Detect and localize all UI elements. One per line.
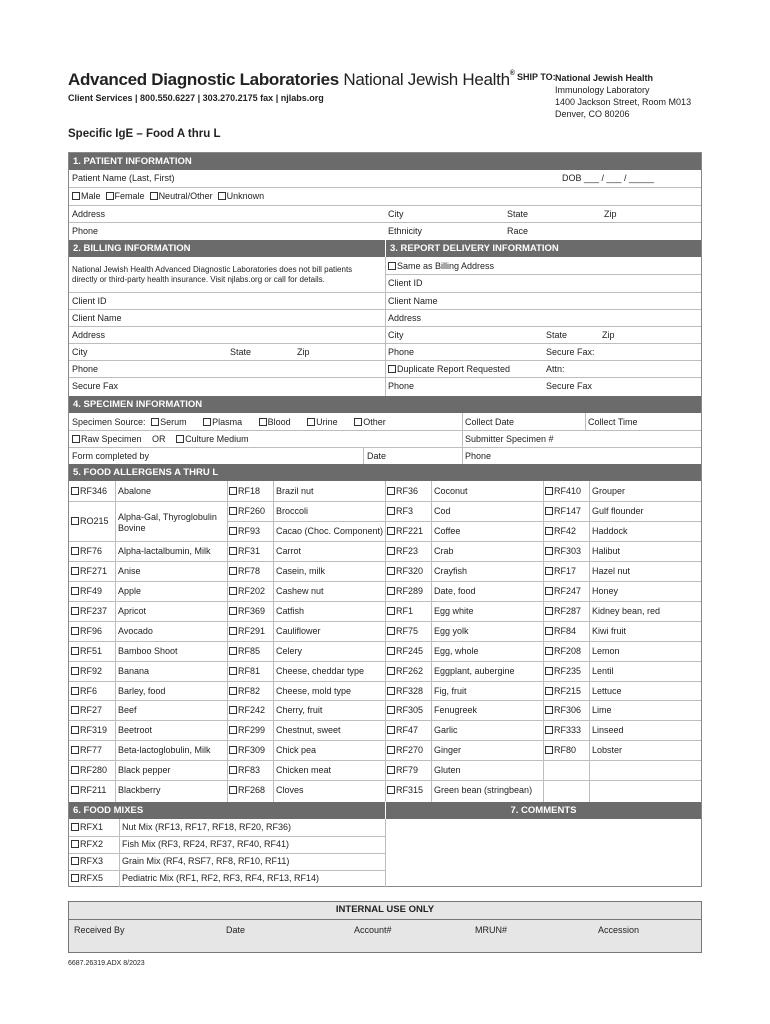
allergen-name: Cloves	[276, 785, 304, 796]
allergen-checkbox-rf320[interactable]: RF320	[387, 566, 423, 577]
male-checkbox[interactable]	[72, 192, 80, 200]
allergen-name: Crayfish	[434, 565, 468, 576]
allergen-checkbox-rf235[interactable]: RF235	[545, 666, 581, 677]
mix-name: Pediatric Mix (RF1, RF2, RF3, RF4, RF13, RF14)	[122, 873, 320, 883]
collect-time-field[interactable]: Collect Time	[588, 417, 638, 427]
checkbox[interactable]	[387, 527, 395, 535]
allergen-name: Kidney bean, red	[592, 605, 661, 616]
checkbox[interactable]	[229, 746, 237, 754]
checkbox[interactable]	[387, 786, 395, 794]
checkbox[interactable]	[545, 547, 553, 555]
allergen-name: Grouper	[592, 486, 626, 496]
checkbox[interactable]	[387, 647, 395, 655]
accession-field[interactable]: Accession	[598, 925, 640, 935]
allergen-name: Ginger	[434, 745, 462, 756]
requisition-form	[68, 152, 702, 887]
female-checkbox[interactable]	[106, 192, 114, 200]
allergen-name: Blackberry	[118, 785, 161, 796]
checkbox[interactable]	[229, 647, 237, 655]
allergen-checkbox-rf305[interactable]: RF305	[387, 705, 423, 716]
allergen-checkbox-rf31[interactable]: RF31	[229, 546, 260, 557]
billing-state-field[interactable]: State	[230, 347, 252, 357]
checkbox[interactable]	[387, 627, 395, 635]
account-field[interactable]: Account#	[354, 925, 392, 935]
checkbox[interactable]	[71, 823, 79, 831]
checkbox[interactable]	[229, 706, 237, 714]
allergen-name: Celery	[276, 645, 303, 656]
allergen-checkbox-ro215[interactable]: RO215	[71, 516, 109, 527]
dob-field[interactable]: DOB ___ / ___ / _____	[562, 173, 655, 183]
allergen-name: Catfish	[276, 605, 305, 616]
allergen-checkbox-rf17[interactable]: RF17	[545, 566, 576, 577]
allergen-name: Coconut	[434, 486, 468, 496]
urine-label: Urine	[316, 417, 338, 427]
or-label: OR	[152, 434, 166, 444]
delivery-state-field[interactable]: State	[546, 330, 568, 340]
allergen-checkbox-rf93[interactable]: RF93	[229, 526, 260, 537]
allergen-checkbox-rf280[interactable]: RF280	[71, 765, 107, 776]
patient-section-header: 1. PATIENT INFORMATION	[69, 153, 701, 170]
allergen-checkbox-rf309[interactable]: RF309	[229, 745, 265, 756]
allergen-checkbox-rf319[interactable]: RF319	[71, 725, 107, 736]
patient-zip-field[interactable]: Zip	[604, 209, 617, 219]
form-code: 6687.26319.ADX 8/2023	[68, 960, 145, 967]
brand-regular: National Jewish Health	[343, 70, 510, 89]
specimen-source-label: Specimen Source:	[72, 417, 146, 427]
allergen-checkbox-rf81[interactable]: RF81	[229, 666, 260, 677]
mix-checkbox-rfx2[interactable]: RFX2	[71, 839, 103, 850]
allergen-checkbox-rf306[interactable]: RF306	[545, 705, 581, 716]
internal-date-field[interactable]: Date	[226, 925, 246, 935]
allergen-checkbox-rf23[interactable]: RF23	[387, 546, 418, 557]
checkbox[interactable]	[387, 487, 395, 495]
allergen-checkbox-rf221[interactable]: RF221	[387, 526, 423, 537]
allergen-checkbox-rf85[interactable]: RF85	[229, 646, 260, 657]
allergen-name: Apricot	[118, 605, 147, 616]
allergen-name: Haddock	[592, 525, 628, 536]
checkbox[interactable]	[71, 607, 79, 615]
unknown-checkbox[interactable]	[218, 192, 226, 200]
checkbox[interactable]	[387, 547, 395, 555]
duplicate-report-checkbox[interactable]	[388, 365, 396, 373]
checkbox[interactable]	[71, 726, 79, 734]
allergen-name: Apple	[118, 585, 142, 596]
raw-specimen-label: Raw Specimen	[81, 434, 142, 444]
mixes-section-header: 6. FOOD MIXES	[69, 802, 385, 819]
culture-medium-checkbox[interactable]	[176, 435, 184, 443]
checkbox[interactable]	[71, 487, 79, 495]
billing-note: National Jewish Health Advanced Diagnostic Laboratories does not bill patients directly or third-party health insurance. Visit njlabs.org or call for details.	[72, 265, 353, 284]
allergen-checkbox-rf245[interactable]: RF245	[387, 646, 423, 657]
allergen-name: Crab	[434, 545, 454, 556]
allergen-name: Casein, milk	[276, 565, 326, 576]
allergen-name: Alpha-Gal, Thyroglobulin Bovine	[118, 511, 217, 533]
collect-date-field[interactable]: Collect Date	[465, 417, 515, 427]
allergen-name: Barley, food	[118, 685, 166, 696]
allergen-name: Egg yolk	[434, 625, 469, 636]
allergen-checkbox-rf3[interactable]: RF3	[387, 506, 413, 517]
allergens-section-header: 5. FOOD ALLERGENS A THRU L	[69, 464, 701, 481]
checkbox[interactable]	[229, 527, 237, 535]
allergen-name: Chicken meat	[276, 765, 332, 776]
other-checkbox[interactable]	[354, 418, 362, 426]
allergen-checkbox-rf27[interactable]: RF27	[71, 705, 102, 716]
allergen-name: Alpha-lactalbumin, Milk	[118, 545, 211, 556]
blood-label: Blood	[267, 417, 291, 427]
mix-checkbox-rfx1[interactable]: RFX1	[71, 822, 103, 833]
billing-city-field[interactable]: City	[72, 347, 88, 357]
allergen-checkbox-rf49[interactable]: RF49	[71, 586, 102, 597]
specimen-phone-field[interactable]: Phone	[465, 451, 492, 461]
billing-zip-field[interactable]: Zip	[297, 347, 310, 357]
checkbox[interactable]	[229, 667, 237, 675]
checkbox[interactable]	[71, 627, 79, 635]
contact-line: Client Services | 800.550.6227 | 303.270.2175 fax | njlabs.org	[68, 93, 324, 103]
delivery-zip-field[interactable]: Zip	[602, 330, 615, 340]
allergen-name: Cacao (Choc. Component)	[276, 525, 384, 536]
allergen-checkbox-rf237[interactable]: RF237	[71, 606, 107, 617]
delivery-city-field[interactable]: City	[388, 330, 404, 340]
delivery-secure-fax2-field[interactable]: Secure Fax	[546, 381, 593, 391]
allergen-checkbox-rf369[interactable]: RF369	[229, 606, 265, 617]
brand-bold: Advanced Diagnostic Laboratories	[68, 70, 339, 89]
delivery-address-field[interactable]: Address	[388, 313, 422, 323]
allergen-checkbox-rf291[interactable]: RF291	[229, 626, 265, 637]
allergen-checkbox-rf242[interactable]: RF242	[229, 705, 265, 716]
billing-client-id-field[interactable]: Client ID	[72, 296, 107, 306]
brand-title	[68, 70, 515, 90]
ship-to-address	[555, 72, 691, 120]
allergen-checkbox-rf47[interactable]: RF47	[387, 725, 418, 736]
plasma-checkbox[interactable]	[203, 418, 211, 426]
checkbox[interactable]	[229, 587, 237, 595]
received-by-field[interactable]: Received By	[74, 925, 125, 935]
billing-client-name-field[interactable]: Client Name	[72, 313, 122, 323]
allergen-checkbox-rf1[interactable]: RF1	[387, 606, 413, 617]
allergen-name: Lettuce	[592, 685, 622, 696]
delivery-phone-field[interactable]: Phone	[388, 347, 415, 357]
patient-state-field[interactable]: State	[507, 209, 529, 219]
ship-to-label: SHIP TO:	[517, 72, 556, 82]
raw-specimen-checkbox[interactable]	[72, 435, 80, 443]
allergen-checkbox-rf270[interactable]: RF270	[387, 745, 423, 756]
checkbox[interactable]	[229, 547, 237, 555]
allergen-name: Chestnut, sweet	[276, 725, 341, 736]
mix-name: Fish Mix (RF3, RF24, RF37, RF40, RF41)	[122, 839, 290, 849]
allergen-name: Gluten	[434, 765, 461, 776]
checkbox[interactable]	[229, 567, 237, 575]
comments-section-header: 7. COMMENTS	[386, 802, 701, 819]
checkbox[interactable]	[229, 487, 237, 495]
delivery-client-id-field[interactable]: Client ID	[388, 278, 423, 288]
checkbox[interactable]	[387, 607, 395, 615]
attn-field[interactable]: Attn:	[546, 364, 565, 374]
billing-secure-fax-field[interactable]: Secure Fax	[72, 381, 119, 391]
raw-specimen-row	[72, 434, 249, 445]
allergen-name: Avocado	[118, 625, 153, 636]
allergen-checkbox-rf346[interactable]: RF346	[71, 486, 107, 497]
checkbox[interactable]	[545, 667, 553, 675]
same-as-billing-checkbox[interactable]	[388, 262, 396, 270]
blood-checkbox[interactable]	[259, 418, 267, 426]
allergen-checkbox-rf18[interactable]: RF18	[229, 486, 260, 497]
urine-checkbox[interactable]	[307, 418, 315, 426]
allergen-name: Brazil nut	[276, 486, 314, 496]
allergen-name: Honey	[592, 585, 619, 596]
checkbox[interactable]	[387, 507, 395, 515]
allergen-checkbox-rf260[interactable]: RF260	[229, 506, 265, 517]
serum-label: Serum	[160, 417, 187, 427]
allergen-name: Hazel nut	[592, 565, 631, 576]
checkbox[interactable]	[71, 706, 79, 714]
patient-ethnicity-field[interactable]: Ethnicity	[388, 226, 423, 236]
allergen-checkbox-rf215[interactable]: RF215	[545, 686, 581, 697]
allergen-name: Lentil	[592, 665, 614, 676]
allergen-name: Carrot	[276, 545, 302, 556]
allergen-name: Eggplant, aubergine	[434, 665, 515, 676]
checkbox[interactable]	[387, 587, 395, 595]
completed-by-field[interactable]: Form completed by	[72, 451, 150, 461]
allergen-checkbox-rf315[interactable]: RF315	[387, 785, 423, 796]
brand-mark: ®	[509, 70, 515, 77]
allergen-name: Cheese, cheddar type	[276, 665, 365, 676]
patient-address-field[interactable]: Address	[72, 209, 106, 219]
mix-checkbox-rfx5[interactable]: RFX5	[71, 873, 103, 884]
mrun-field[interactable]: MRUN#	[475, 925, 508, 935]
allergen-name: Bamboo Shoot	[118, 645, 178, 656]
specimen-source-row	[72, 417, 386, 428]
allergen-checkbox-rf247[interactable]: RF247	[545, 586, 581, 597]
checkbox[interactable]	[545, 607, 553, 615]
address-line: Immunology Laboratory	[555, 85, 650, 95]
checkbox[interactable]	[71, 567, 79, 575]
allergen-name: Lemon	[592, 645, 620, 656]
allergen-name: Cheese, mold type	[276, 685, 352, 696]
allergen-checkbox-rf42[interactable]: RF42	[545, 526, 576, 537]
allergen-name: Broccoli	[276, 505, 309, 516]
allergen-checkbox-rf36[interactable]: RF36	[387, 486, 418, 497]
allergen-name: Cashew nut	[276, 585, 324, 596]
comments-box[interactable]	[386, 819, 701, 887]
checkbox[interactable]	[545, 726, 553, 734]
allergen-checkbox-rf51[interactable]: RF51	[71, 646, 102, 657]
checkbox[interactable]	[71, 840, 79, 848]
checkbox[interactable]	[545, 706, 553, 714]
allergen-name: Coffee	[434, 525, 461, 536]
sex-female-option[interactable]: Female	[106, 191, 145, 201]
allergen-name: Black pepper	[118, 765, 171, 776]
mix-name: Nut Mix (RF13, RF17, RF18, RF20, RF36)	[122, 822, 292, 832]
allergen-name: Lobster	[592, 745, 623, 756]
completed-date-field[interactable]: Date	[367, 451, 387, 461]
patient-race-field[interactable]: Race	[507, 226, 529, 236]
checkbox[interactable]	[545, 487, 553, 495]
checkbox[interactable]	[387, 667, 395, 675]
allergen-name: Fenugreek	[434, 705, 478, 716]
allergen-checkbox-rf211[interactable]: RF211	[71, 785, 106, 796]
allergen-checkbox-rf80[interactable]: RF80	[545, 745, 576, 756]
sex-neutral-option[interactable]: Neutral/Other	[150, 191, 213, 201]
allergen-name: Gulf flounder	[592, 505, 644, 516]
checkbox[interactable]	[545, 746, 553, 754]
checkbox[interactable]	[71, 547, 79, 555]
allergen-name: Chick pea	[276, 745, 317, 756]
billing-phone-field[interactable]: Phone	[72, 364, 99, 374]
allergen-checkbox-rf79[interactable]: RF79	[387, 765, 418, 776]
internal-use-title: INTERNAL USE ONLY	[335, 904, 435, 915]
checkbox[interactable]	[71, 517, 79, 525]
allergen-checkbox-rf82[interactable]: RF82	[229, 686, 260, 697]
allergen-name: Garlic	[434, 725, 458, 736]
checkbox[interactable]	[545, 527, 553, 535]
address-line: 1400 Jackson Street, Room M013	[555, 97, 692, 107]
serum-checkbox[interactable]	[151, 418, 159, 426]
allergen-checkbox-rf333[interactable]: RF333	[545, 725, 581, 736]
checkbox[interactable]	[71, 687, 79, 695]
plasma-label: Plasma	[212, 417, 243, 427]
sex-options	[72, 191, 264, 202]
checkbox[interactable]	[387, 766, 395, 774]
checkbox[interactable]	[387, 567, 395, 575]
checkbox[interactable]	[229, 687, 237, 695]
delivery-section-header: 3. REPORT DELIVERY INFORMATION	[386, 240, 701, 257]
same-as-billing-option[interactable]: Same as Billing Address	[388, 261, 494, 272]
allergen-checkbox-rf75[interactable]: RF75	[387, 626, 418, 637]
allergen-checkbox-rf328[interactable]: RF328	[387, 686, 423, 697]
patient-city-field[interactable]: City	[388, 209, 404, 219]
allergen-checkbox-rf303[interactable]: RF303	[545, 546, 581, 557]
neutral-checkbox[interactable]	[150, 192, 158, 200]
checkbox[interactable]	[229, 507, 237, 515]
patient-phone-field[interactable]: Phone	[72, 226, 99, 236]
allergen-checkbox-rf77[interactable]: RF77	[71, 745, 102, 756]
checkbox[interactable]	[545, 687, 553, 695]
allergen-name: Cod	[434, 505, 451, 516]
allergen-checkbox-rf289[interactable]: RF289	[387, 586, 423, 597]
checkbox[interactable]	[545, 507, 553, 515]
address-line: Denver, CO 80206	[555, 109, 630, 119]
delivery-secure-fax-field[interactable]: Secure Fax:	[546, 347, 595, 357]
checkbox[interactable]	[229, 766, 237, 774]
delivery-phone2-field[interactable]: Phone	[388, 381, 415, 391]
allergen-checkbox-rf287[interactable]: RF287	[545, 606, 581, 617]
checkbox[interactable]	[387, 687, 395, 695]
checkbox[interactable]	[387, 706, 395, 714]
allergen-name: Cauliflower	[276, 625, 321, 636]
allergen-name: Beef	[118, 705, 137, 716]
allergen-checkbox-rf268[interactable]: RF268	[229, 785, 265, 796]
patient-name-field[interactable]: Patient Name (Last, First)	[72, 173, 175, 183]
address-line: National Jewish Health	[555, 73, 654, 83]
allergen-name: Date, food	[434, 585, 476, 596]
allergen-name: Lime	[592, 705, 612, 716]
allergen-name: Abalone	[118, 486, 152, 496]
allergen-checkbox-rf6[interactable]: RF6	[71, 686, 97, 697]
allergen-checkbox-rf83[interactable]: RF83	[229, 765, 260, 776]
allergen-checkbox-rf299[interactable]: RF299	[229, 725, 265, 736]
allergen-name: Banana	[118, 665, 150, 676]
allergen-name: Halibut	[592, 545, 621, 556]
checkbox[interactable]	[71, 874, 79, 882]
allergen-checkbox-rf78[interactable]: RF78	[229, 566, 260, 577]
checkbox[interactable]	[545, 567, 553, 575]
mix-name: Grain Mix (RF4, RSF7, RF8, RF10, RF11)	[122, 856, 290, 866]
checkbox[interactable]	[229, 607, 237, 615]
allergen-name: Beta-lactoglobulin, Milk	[118, 745, 211, 756]
delivery-client-name-field[interactable]: Client Name	[388, 296, 438, 306]
checkbox[interactable]	[71, 647, 79, 655]
allergen-checkbox-rf84[interactable]: RF84	[545, 626, 576, 637]
internal-use-box	[68, 901, 702, 953]
checkbox[interactable]	[71, 667, 79, 675]
allergen-name: Egg, whole	[434, 645, 479, 656]
checkbox[interactable]	[71, 786, 79, 794]
checkbox[interactable]	[71, 746, 79, 754]
allergen-checkbox-rf202[interactable]: RF202	[229, 586, 265, 597]
allergen-checkbox-rf262[interactable]: RF262	[387, 666, 423, 677]
sex-male-option[interactable]: Male	[72, 191, 101, 201]
checkbox[interactable]	[71, 857, 79, 865]
allergen-name: Cherry, fruit	[276, 705, 323, 716]
other-label: Other	[363, 417, 386, 427]
allergen-checkbox-rf271[interactable]: RF271	[71, 566, 107, 577]
allergen-checkbox-rf147[interactable]: RF147	[545, 506, 581, 517]
allergen-name: Anise	[118, 565, 141, 576]
sex-unknown-option[interactable]: Unknown	[218, 191, 265, 201]
mix-checkbox-rfx3[interactable]: RFX3	[71, 856, 103, 867]
checkbox[interactable]	[229, 627, 237, 635]
allergen-name: Egg white	[434, 605, 474, 616]
allergen-checkbox-rf92[interactable]: RF92	[71, 666, 102, 677]
checkbox[interactable]	[387, 726, 395, 734]
checkbox[interactable]	[71, 766, 79, 774]
specimen-section-header: 4. SPECIMEN INFORMATION	[69, 396, 701, 413]
allergen-name: Green bean (stringbean)	[434, 785, 533, 796]
checkbox[interactable]	[387, 746, 395, 754]
allergen-checkbox-rf96[interactable]: RF96	[71, 626, 102, 637]
billing-address-field[interactable]: Address	[72, 330, 106, 340]
checkbox[interactable]	[71, 587, 79, 595]
checkbox[interactable]	[229, 726, 237, 734]
document-title: Specific IgE – Food A thru L	[68, 128, 221, 140]
allergen-name: Linseed	[592, 725, 624, 736]
allergen-checkbox-rf76[interactable]: RF76	[71, 546, 102, 557]
submitter-specimen-field[interactable]: Submitter Specimen #	[465, 434, 554, 444]
checkbox[interactable]	[229, 786, 237, 794]
checkbox[interactable]	[545, 627, 553, 635]
checkbox[interactable]	[545, 587, 553, 595]
culture-medium-label: Culture Medium	[185, 434, 249, 444]
allergen-name: Beetroot	[118, 725, 153, 736]
allergen-name: Kiwi fruit	[592, 625, 627, 636]
checkbox[interactable]	[545, 647, 553, 655]
allergen-name: Fig, fruit	[434, 685, 467, 696]
billing-section-header: 2. BILLING INFORMATION	[69, 240, 385, 257]
allergen-checkbox-rf208[interactable]: RF208	[545, 646, 581, 657]
duplicate-report-option[interactable]: Duplicate Report Requested	[388, 364, 510, 375]
allergen-checkbox-rf410[interactable]: RF410	[545, 486, 581, 497]
